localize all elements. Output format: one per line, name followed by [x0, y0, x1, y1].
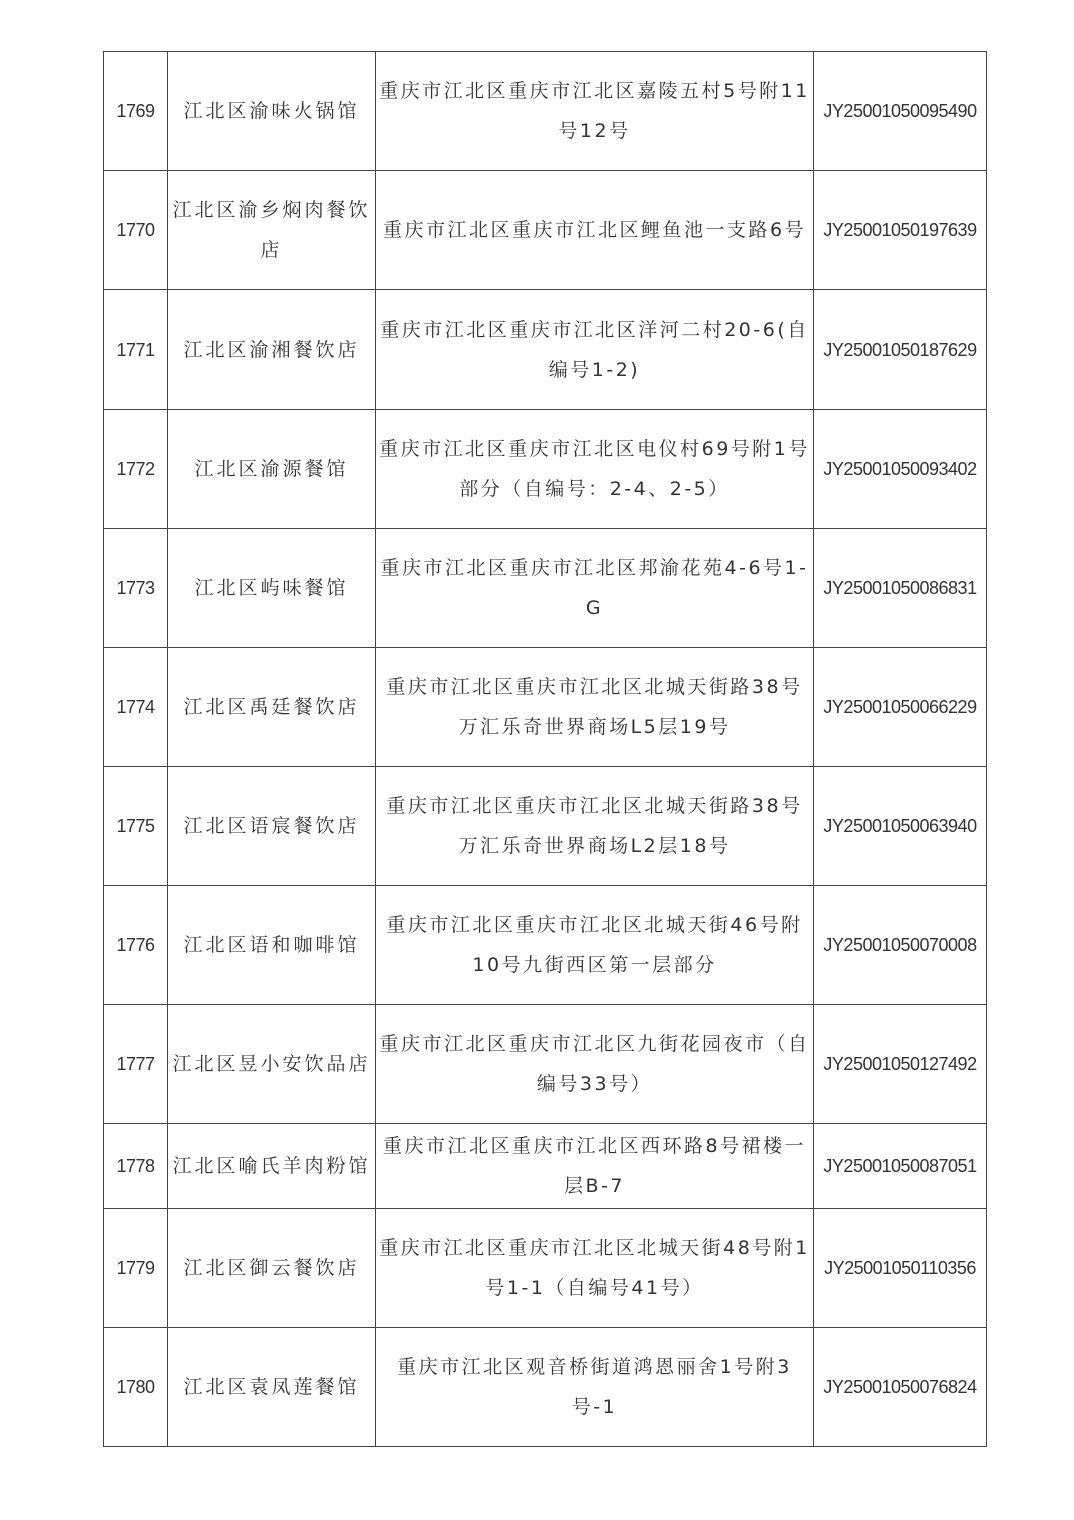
license-table: [103, 51, 987, 1447]
table-row: [104, 290, 987, 410]
row-number: 1771: [104, 290, 168, 410]
row-number: 1776: [104, 886, 168, 1005]
business-address: 重庆市江北区重庆市江北区北城天街路38号万汇乐奇世界商场L5层19号: [376, 648, 814, 767]
table-row: [104, 1005, 987, 1124]
business-address: 重庆市江北区重庆市江北区鲤鱼池一支路6号: [376, 171, 814, 290]
license-number: JY25001050187629: [814, 290, 987, 410]
business-address: 重庆市江北区重庆市江北区邦渝花苑4-6号1-G: [376, 529, 814, 648]
table-row: [104, 648, 987, 767]
row-number: 1779: [104, 1209, 168, 1328]
business-address: 重庆市江北区观音桥街道鸿恩丽舍1号附3号-1: [376, 1328, 814, 1447]
business-address: 重庆市江北区重庆市江北区嘉陵五村5号附11号12号: [376, 52, 814, 171]
row-number: 1777: [104, 1005, 168, 1124]
license-number: JY25001050066229: [814, 648, 987, 767]
business-address: 重庆市江北区重庆市江北区北城天街46号附10号九街西区第一层部分: [376, 886, 814, 1005]
business-name: 江北区语和咖啡馆: [168, 886, 376, 1005]
table-row: [104, 410, 987, 529]
business-name: 江北区禹廷餐饮店: [168, 648, 376, 767]
row-number: 1774: [104, 648, 168, 767]
business-name: 江北区屿味餐馆: [168, 529, 376, 648]
license-number: JY25001050063940: [814, 767, 987, 886]
license-number: JY25001050197639: [814, 171, 987, 290]
business-address: 重庆市江北区重庆市江北区电仪村69号附1号部分（自编号：2-4、2-5）: [376, 410, 814, 529]
business-address: 重庆市江北区重庆市江北区北城天街48号附1号1-1（自编号41号）: [376, 1209, 814, 1328]
license-number: JY25001050095490: [814, 52, 987, 171]
row-number: 1780: [104, 1328, 168, 1447]
business-address: 重庆市江北区重庆市江北区北城天街路38号万汇乐奇世界商场L2层18号: [376, 767, 814, 886]
business-address: 重庆市江北区重庆市江北区西环路8号裙楼一层B-7: [376, 1124, 814, 1209]
row-number: 1773: [104, 529, 168, 648]
license-number: JY25001050087051: [814, 1124, 987, 1209]
license-number: JY25001050086831: [814, 529, 987, 648]
table-row: [104, 171, 987, 290]
table-row: [104, 1124, 987, 1209]
row-number: 1770: [104, 171, 168, 290]
business-address: 重庆市江北区重庆市江北区洋河二村20-6(自编号1-2): [376, 290, 814, 410]
table-row: [104, 1209, 987, 1328]
table-row: [104, 767, 987, 886]
business-name: 江北区御云餐饮店: [168, 1209, 376, 1328]
row-number: 1778: [104, 1124, 168, 1209]
row-number: 1769: [104, 52, 168, 171]
business-name: 江北区渝味火锅馆: [168, 52, 376, 171]
row-number: 1775: [104, 767, 168, 886]
license-number: JY25001050127492: [814, 1005, 987, 1124]
table-row: [104, 886, 987, 1005]
row-number: 1772: [104, 410, 168, 529]
table-row: [104, 1328, 987, 1447]
license-number: JY25001050093402: [814, 410, 987, 529]
table-row: [104, 52, 987, 171]
business-name: 江北区渝乡焖肉餐饮店: [168, 171, 376, 290]
business-name: 江北区语宸餐饮店: [168, 767, 376, 886]
business-name: 江北区昱小安饮品店: [168, 1005, 376, 1124]
business-name: 江北区袁凤莲餐馆: [168, 1328, 376, 1447]
business-address: 重庆市江北区重庆市江北区九街花园夜市（自编号33号）: [376, 1005, 814, 1124]
business-name: 江北区喻氏羊肉粉馆: [168, 1124, 376, 1209]
table-row: [104, 529, 987, 648]
license-number: JY25001050110356: [814, 1209, 987, 1328]
license-number: JY25001050076824: [814, 1328, 987, 1447]
business-name: 江北区渝源餐馆: [168, 410, 376, 529]
license-number: JY25001050070008: [814, 886, 987, 1005]
business-name: 江北区渝湘餐饮店: [168, 290, 376, 410]
